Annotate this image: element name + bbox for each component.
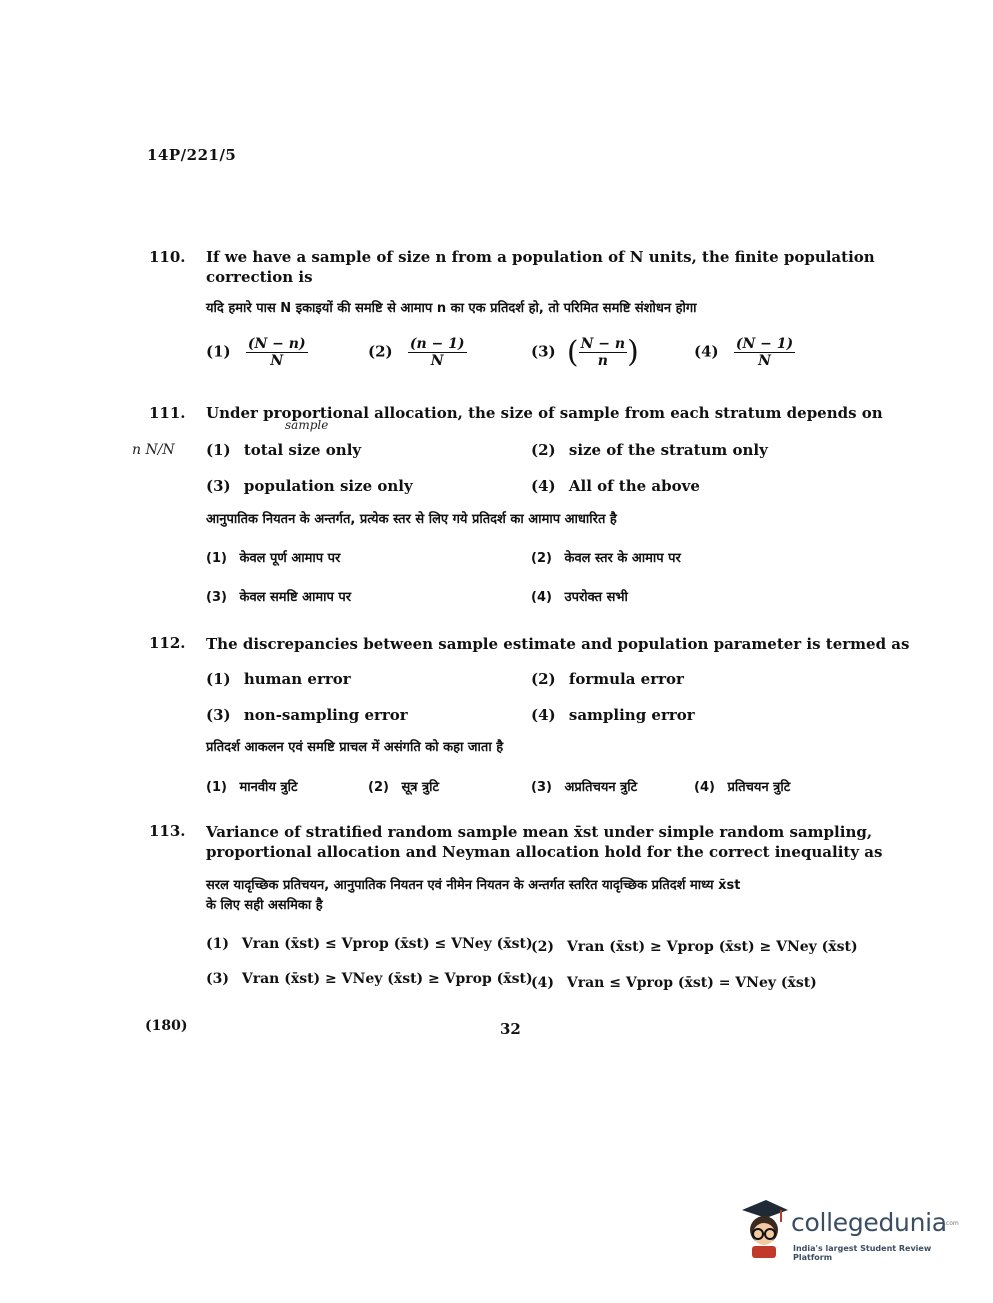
option-label: (4) bbox=[531, 590, 552, 605]
q111-hindi-option-2 bbox=[531, 549, 681, 569]
option-label: (2) bbox=[531, 441, 556, 459]
option-label: (4) bbox=[694, 780, 715, 795]
question-110-line1: If we have a sample of size n from a population of N units, the finite population bbox=[206, 248, 875, 266]
q112-hindi-option-3 bbox=[531, 778, 637, 798]
option-text: formula error bbox=[568, 670, 684, 688]
q110-option-3-label: (3) bbox=[531, 342, 556, 361]
q111-option-3 bbox=[206, 476, 413, 496]
option-text: Vran (x̄st) ≤ Vprop (x̄st) ≤ VNey (x̄st) bbox=[241, 936, 533, 952]
q111-option-4 bbox=[531, 476, 700, 496]
q111-hindi-option-3 bbox=[206, 588, 351, 608]
q112-option-3 bbox=[206, 705, 408, 725]
right-paren-icon: ) bbox=[627, 334, 639, 370]
option-text: All of the above bbox=[568, 477, 700, 495]
q110-option-3 bbox=[531, 336, 639, 369]
option-text: Vran (x̄st) ≥ Vprop (x̄st) ≥ VNey (x̄st) bbox=[566, 939, 858, 955]
option-label: (1) bbox=[206, 551, 227, 566]
q111-hindi-option-1 bbox=[206, 549, 340, 569]
q110-option-2-fraction bbox=[408, 336, 467, 369]
option-text: उपरोक्त सभी bbox=[564, 590, 628, 605]
q112-option-1 bbox=[206, 669, 351, 689]
logo-tagline: India's largest Student Review Platform bbox=[793, 1244, 932, 1262]
q110-option-3-fraction bbox=[579, 336, 627, 369]
q110-option-2 bbox=[368, 336, 467, 369]
option-text: population size only bbox=[243, 477, 413, 495]
handwritten-above-word: sample bbox=[285, 418, 329, 432]
left-paren-icon: ( bbox=[566, 334, 579, 370]
option-label: (2) bbox=[531, 551, 552, 566]
option-label: (3) bbox=[206, 477, 231, 495]
q110-option-4-label: (4) bbox=[694, 342, 719, 361]
question-110-text bbox=[206, 247, 886, 287]
option-text: non-sampling error bbox=[243, 706, 408, 724]
question-112-hindi: प्रतिदर्श आकलन एवं समष्टि प्राचल में असंगति को कहा जाता है bbox=[206, 740, 504, 755]
page-number: 32 bbox=[500, 1020, 521, 1038]
logo-wordmark: collegedunia bbox=[791, 1208, 947, 1237]
option-text: सूत्र त्रुटि bbox=[401, 780, 440, 795]
option-label: (2) bbox=[531, 939, 554, 955]
question-113-line2: proportional allocation and Neyman allocation hold for the correct inequality as bbox=[206, 843, 883, 861]
fraction-numerator: (N − n) bbox=[247, 336, 306, 352]
fraction-numerator: (n − 1) bbox=[409, 336, 465, 352]
fraction-denominator: N bbox=[758, 353, 771, 369]
question-113-hindi bbox=[206, 876, 896, 916]
option-text: प्रतिचयन त्रुटि bbox=[727, 780, 791, 795]
option-text: केवल पूर्ण आमाप पर bbox=[239, 551, 341, 566]
question-113-number: 113. bbox=[149, 822, 186, 840]
question-111-text: Under proportional allocation, the size of sample from each stratum depends on bbox=[206, 404, 883, 422]
option-label: (3) bbox=[206, 971, 229, 987]
option-text: मानवीय त्रुटि bbox=[239, 780, 298, 795]
option-label: (1) bbox=[206, 936, 229, 952]
option-text: size of the stratum only bbox=[568, 441, 768, 459]
option-label: (4) bbox=[531, 706, 556, 724]
option-label: (1) bbox=[206, 670, 231, 688]
fraction-denominator: n bbox=[597, 353, 608, 369]
option-label: (1) bbox=[206, 441, 231, 459]
student-mascot-icon bbox=[738, 1196, 790, 1260]
option-label: (1) bbox=[206, 780, 227, 795]
option-label: (3) bbox=[531, 780, 552, 795]
handwritten-margin-note: n N/N bbox=[132, 442, 175, 458]
q112-option-4 bbox=[531, 705, 695, 725]
fraction-denominator: N bbox=[270, 353, 284, 369]
option-text: human error bbox=[243, 670, 351, 688]
footer-code: (180) bbox=[145, 1018, 188, 1034]
q113-option-3 bbox=[206, 969, 533, 989]
q111-option-1 bbox=[206, 440, 361, 460]
q111-hindi-option-4 bbox=[531, 588, 628, 608]
option-text: केवल समष्टि आमाप पर bbox=[239, 590, 352, 605]
fraction-numerator: N − n bbox=[580, 336, 626, 352]
collegedunia-logo bbox=[738, 1196, 963, 1260]
question-113-hindi-line2: के लिए सही असमिका है bbox=[206, 898, 323, 913]
question-111-hindi: आनुपातिक नियतन के अन्तर्गत, प्रत्येक स्तर से लिए गये प्रतिदर्श का आमाप आधारित है bbox=[206, 512, 617, 527]
question-110-line2: correction is bbox=[206, 268, 313, 286]
question-110-number: 110. bbox=[149, 248, 186, 266]
question-112-number: 112. bbox=[149, 634, 186, 652]
fraction-numerator: (N − 1) bbox=[735, 336, 794, 352]
question-113-hindi-line1: सरल यादृच्छिक प्रतिचयन, आनुपातिक नियतन एवं नीमेन नियतन के अन्तर्गत स्तरित यादृच्छिक प्रतिदर्श माध्य x̄st bbox=[206, 878, 741, 893]
option-text: केवल स्तर के आमाप पर bbox=[564, 551, 681, 566]
option-text: total size only bbox=[243, 441, 362, 459]
option-label: (4) bbox=[531, 975, 554, 991]
option-label: (3) bbox=[206, 706, 231, 724]
q113-option-2 bbox=[531, 937, 858, 957]
question-113-text bbox=[206, 822, 896, 862]
q113-option-1 bbox=[206, 934, 533, 954]
q112-option-2 bbox=[531, 669, 684, 689]
logo-suffix: .com bbox=[944, 1220, 959, 1227]
option-text: sampling error bbox=[568, 706, 695, 724]
q112-hindi-option-1 bbox=[206, 778, 298, 798]
q110-option-1-fraction bbox=[246, 336, 308, 369]
q110-option-2-label: (2) bbox=[368, 342, 393, 361]
option-label: (3) bbox=[206, 590, 227, 605]
question-111-number: 111. bbox=[149, 404, 186, 422]
option-text: अप्रतिचयन त्रुटि bbox=[564, 780, 638, 795]
option-text: Vran (x̄st) ≥ VNey (x̄st) ≥ Vprop (x̄st) bbox=[241, 971, 533, 987]
option-text: Vran ≤ Vprop (x̄st) = VNey (x̄st) bbox=[566, 975, 817, 991]
q110-option-4 bbox=[694, 336, 795, 369]
fraction-denominator: N bbox=[430, 353, 444, 369]
question-112-text: The discrepancies between sample estimate and population parameter is termed as bbox=[206, 635, 910, 653]
question-110-hindi: यदि हमारे पास N इकाइयों की समष्टि से आमाप n का एक प्रतिदर्श हो, तो परिमित समष्टि संशोधन होगा bbox=[206, 301, 697, 316]
q112-hindi-option-2 bbox=[368, 778, 439, 798]
q110-option-4-fraction bbox=[734, 336, 795, 369]
q113-option-4 bbox=[531, 973, 817, 993]
q111-option-2 bbox=[531, 440, 768, 460]
q110-option-1-label: (1) bbox=[206, 342, 231, 361]
question-113-line1: Variance of stratified random sample mean x̄st under simple random sampling, bbox=[206, 823, 873, 841]
option-label: (4) bbox=[531, 477, 556, 495]
option-label: (2) bbox=[368, 780, 389, 795]
q112-hindi-option-4 bbox=[694, 778, 790, 798]
paper-code: 14P/221/5 bbox=[147, 146, 237, 164]
q110-option-1 bbox=[206, 336, 308, 369]
option-label: (2) bbox=[531, 670, 556, 688]
